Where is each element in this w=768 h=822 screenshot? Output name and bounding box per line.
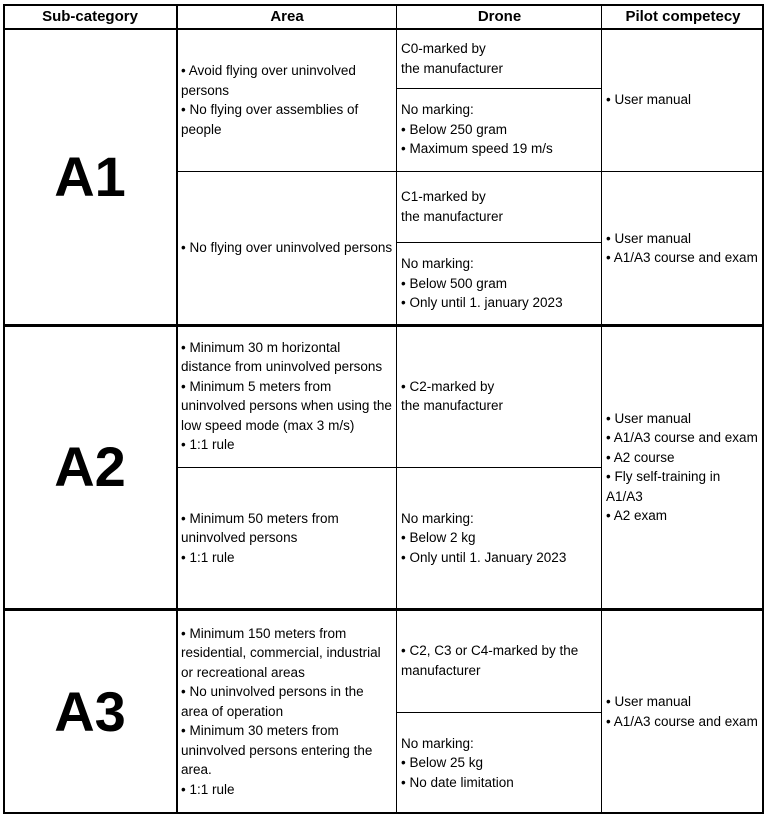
header-pilot-competency: Pilot competecy [625,7,741,25]
subcategory-a3: A3 [54,679,126,743]
border-col-1 [176,4,178,814]
a2-area-2: • Minimum 50 meters from uninvolved persons • 1:1 rule [181,510,339,565]
a1-drone-c1: C1-marked by the manufacturer [401,189,504,224]
border-header-bottom [3,28,764,30]
subcategory-a1: A1 [54,145,126,208]
border-right [762,4,764,814]
a1-pilot-2: • User manual • A1/A3 course and exam [606,230,758,265]
a3-drone-c2-c3-c4: • C2, C3 or C4-marked by the manufacturer [401,643,579,678]
subcategory-a2: A2 [54,435,126,498]
drone-category-table [3,4,764,814]
border-col-3 [601,4,602,814]
border-top [3,4,764,6]
rule-a1-drone-1 [397,88,602,89]
a1-drone-c0: C0-marked by the manufacturer [401,41,504,76]
a1-pilot-1: • User manual [606,92,692,108]
a1-drone-nomark-250g: No marking: • Below 250 gram • Maximum speed 19 m/s [401,102,553,157]
rule-a3-drone [397,712,602,713]
a3-area: • Minimum 150 meters from residential, commercial, industrial or recreational areas • No uninvolved persons in the area of operation • Minimum 30 meters from uninvolved persons entering the area. • 1:1 rule [181,625,381,797]
border-col-2 [396,4,397,814]
header-drone: Drone [477,7,522,25]
header-area: Area [270,7,304,25]
a1-area-1: • Avoid flying over uninvolved persons • No flying over assemblies of people [181,63,359,137]
a1-drone-nomark-500g: No marking: • Below 500 gram • Only until 1. january 2023 [401,256,563,311]
border-bottom [3,812,764,814]
a2-pilot: • User manual • A1/A3 course and exam • A2 course • Fly self-training in A1/A3 • A2 exam [606,410,758,523]
rule-a2-mid [177,467,602,468]
a1-area-2: • No flying over uninvolved persons [181,240,393,256]
a2-drone-nomark-2kg: No marking: • Below 2 kg • Only until 1. January 2023 [401,510,567,565]
a2-area-1: • Minimum 30 m horizontal distance from uninvolved persons • Minimum 5 meters from uninvolved persons when using the low speed mode (max 3 m/s) • 1:1 rule [181,339,392,452]
border-a2-a3 [3,608,764,611]
header-subcategory: Sub-category [42,7,138,25]
a3-drone-nomark-25kg: No marking: • Below 25 kg • No date limitation [401,735,514,790]
border-a1-a2 [3,324,764,327]
border-left [3,4,5,814]
a3-pilot: • User manual • A1/A3 course and exam [606,694,758,729]
a2-drone-c2: • C2-marked by the manufacturer [401,378,504,413]
rule-a1-mid [177,171,764,172]
rule-a1-drone-2 [397,242,602,243]
